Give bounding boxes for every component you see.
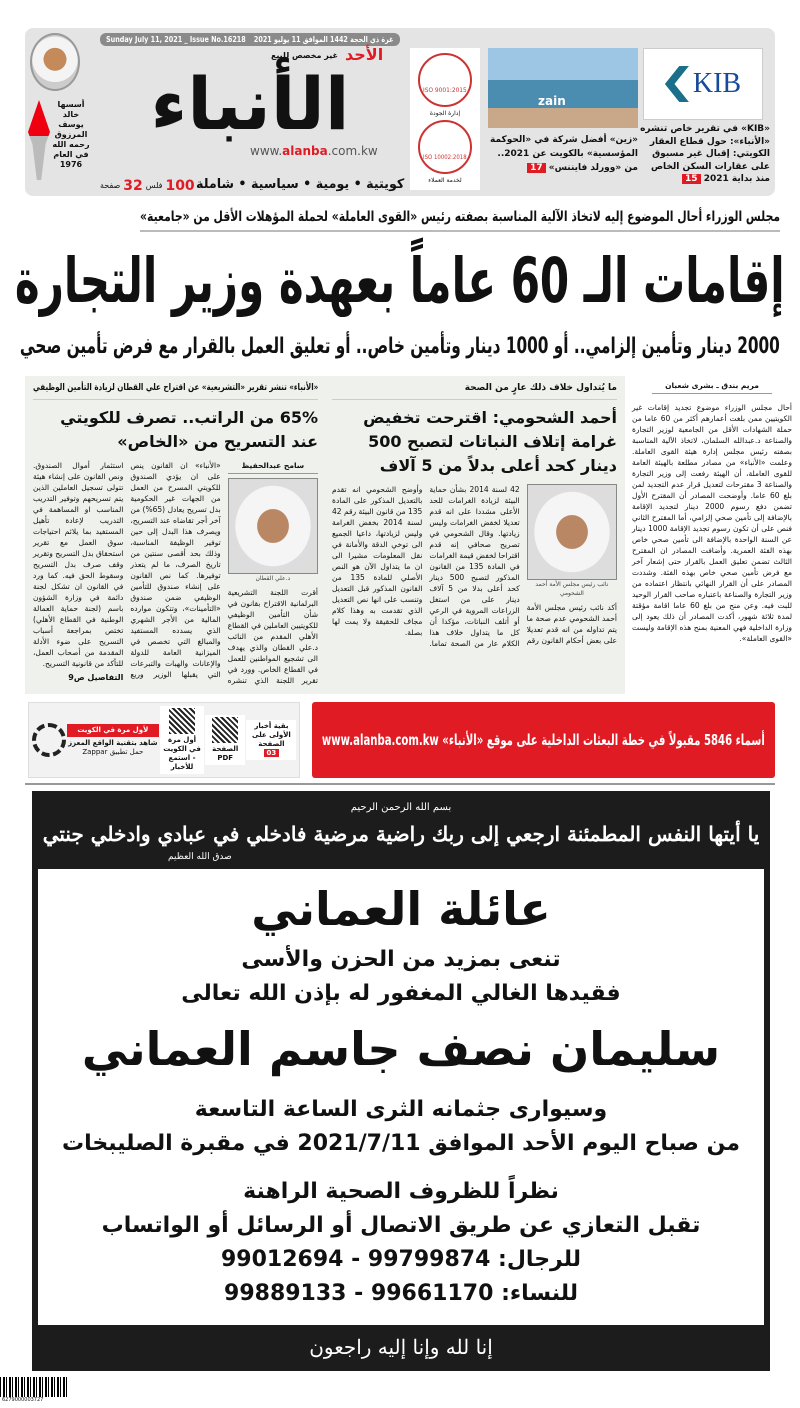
- site-url[interactable]: [250, 144, 378, 158]
- dateline-english: Sunday July 11, 2021 _ Issue No.16218: [106, 35, 246, 44]
- barcode: [0, 1377, 68, 1397]
- basmala: بسم الله الرحمن الرحيم: [350, 802, 452, 813]
- basmala-box: [38, 801, 764, 815]
- byline: مريم بندق ـ بشرى شعبان: [652, 380, 772, 394]
- iso-9001-caption: إدارة الجودة: [429, 109, 461, 117]
- not-for-sale: غير مخصص للبيع: [270, 51, 338, 60]
- zappar-logo-icon: [32, 723, 66, 757]
- teaser-page: 17: [527, 163, 546, 173]
- story-kicker-box: [332, 382, 617, 400]
- story-columns: [332, 484, 617, 649]
- page-unit: صفحة: [100, 181, 121, 190]
- story-qattan: [33, 382, 318, 686]
- continued-page: 03: [264, 749, 280, 757]
- quran-verse: يا أيتها النفس المطمئنة ارجعي إلى ربك راضية مرضية فادخلي في عبادي وادخلي جنتي: [42, 822, 760, 846]
- divider: [25, 783, 775, 785]
- price: 100: [165, 178, 195, 194]
- zain-logo: zain: [538, 94, 566, 109]
- page-count: 32: [123, 178, 143, 194]
- photo-caption: نائب رئيس مجلس الأمة أحمد الشحومي: [535, 581, 609, 597]
- lead-kicker-box: [140, 208, 780, 232]
- ar-label: شاهد بتقنية الواقع المعزز: [68, 738, 158, 747]
- burial-time-box: [46, 1093, 756, 1127]
- dateline-arabic: غرة ذي الحجة 1442 الموافق 11 يوليو 2021: [254, 35, 394, 44]
- mourns-line: تنعى بمزيد من الحزن والأسى: [241, 947, 561, 972]
- story-kicker: «الأنباء» تنشر تقرير «التشريعية» عن اقتراح علي القطان لزيادة التأمين الوظيفي: [32, 383, 318, 393]
- story-body: أكد نائب رئيس مجلس الأمة أحمد الشحومي عدم صحة ما يتم تداوله من انه قدم تعديلا على بعض أحكام القانون رقم 42 لسنة 2014 بشأن حماية البيئة لزيادة الغرامات للحد الأعلى مشددا على انه قدم تعديلا لخفض الغرامات وليس زيادتها. وقال الشحومي في تصريح صحافي إنه قدم اقتراحا لخفض قيمة الغرامات في المادة 135 من القانون المذكور لتصبح 500 دينار كحد أعلى بدلا من 5 آلاف دينار على من استغل الزراعات المروية في الرعي أو أتلف النباتات، مؤكدا أن كل ما يتداول خلاف هذا الكلام عار من الصحة تماما. وأوضح الشحومي انه تقدم بالتعديل المذكور على المادة 135 من قانون البيئة رقم 42 لسنة 2014 بخفض الغرامة وليس لزيادتها، داعيا الجميع الى توخي الدقة والأمانة في نقل المعلومات مشيرا الى ان ما يتداول الآن هو النص الأصلي للمادة 135 من القانون المذكور قبل التعديل وتنسب على انها نص التعديل الذي تقدمت به وهذا كلام مجاف للحقيقة ولا يمت لها بصلة.: [332, 485, 617, 648]
- story-body: أقرت اللجنة التشريعية البرلمانية الاقتراح بقانون في شأن التأمين الوظيفي للكويتيين العاملين في القطاع الأهلي المقدم من النائب د.علي القطان والذي يهدف الى تشجيع المواطنين للعمل في القطاع الخاص. وورد في تقرير اللجنة الذي تنشره «الأنباء» ان القانون ينص على ان يؤدي الصندوق للكويتي المسرح من العمل من الجهات غير الحكومية بدل تسريح يعادل (65%) من آخر أجر تقاضاه عند التسريح، ويصرف هذا البدل إلى حين توفير الوظيفة المناسبة، وذلك بحد أقصى سنتين من تاريخ الصرف، ما لم يتعذر توفيرها. كما نص القانون على إنشاء صندوق للتأمين الوظيفي ضمن صندوق «التأمينات»، وتتكون موارده المالية من الأجر الشهري الذي يسدده المستفيد والمبالغ التي تخصص في الميزانية العامة للدولة والإعانات والهبات والتبرعات التي يقبلها الوزير وريع استثمار أموال الصندوق. ونص القانون على إنشاء هيئة تتولى تسجيل العاملين الذين يتم تسريحهم وتوفير التدريب المناسب او المساهمة في التدريب لإعادة تأهيل المستفيد بما يلائم احتياجات سوق العمل مع تقرير استحقاق بدل التسريح وتقرير وقف صرف بدل التسريح وسقوط الحق فيه. كما ورد في القانون ان تشكل لجنة دائمة في وزارة الشؤون باسم (لجنة حماية العمالة الوطنية في القطاع الأهلي) تختص بمراجعة أسباب التسريح على ضوء الأدلة المقدمة من أصحاب العمل، للتأكد من قانونية التسريح.: [33, 461, 318, 685]
- sadaq-allah: صدق الله العظيم: [168, 852, 232, 862]
- condolence-method: تقبل التعازي عن طريق الاتصال أو الرسائل أو الواتساب: [101, 1213, 701, 1238]
- tagline: كويتية • يومية • سياسية • شاملة: [195, 177, 404, 192]
- listen-label: أول مرة في الكويت - استمع للأخبار: [163, 736, 201, 771]
- flame-pen-icon: [28, 100, 50, 180]
- loss-line: فقيدها الغالي المغفور له بإذن الله تعالى: [181, 981, 621, 1006]
- teaser-caption: «KIB» في تقرير خاص تنشره «الأنباء»: حول قطاع العقار الكويتي: إقبال غير مسبوق على عقارات السكن الخاص منذ بداية 2021: [640, 124, 770, 184]
- kib-chevron-icon: [665, 66, 689, 102]
- banner-row: [28, 702, 800, 778]
- lead-headline-box: [15, 240, 785, 322]
- lead-subhead: 2000 دينار وتأمين إلزامي.. أو 1000 دينار وتأمين خاص.. أو تعليق العمل بالقرار مع فرض تأمين صحي: [20, 334, 780, 359]
- burial-place-box: [46, 1127, 756, 1161]
- not-for-sale-box: [240, 51, 338, 61]
- deceased-box: [46, 1019, 756, 1079]
- lower-section: [0, 376, 800, 1408]
- condolence-box: [46, 1209, 756, 1243]
- barcode-number: 6279000003727: [2, 1397, 44, 1403]
- newspaper-logo: الأنباء: [150, 62, 350, 146]
- zappar-label[interactable]: حمل تطبيق Zappar: [82, 747, 144, 756]
- iso-10002-seal: [418, 120, 472, 174]
- women-phones: للنساء: 99661170 - 99889133: [224, 1281, 578, 1306]
- story-kicker-box: [33, 382, 318, 400]
- story-kicker: ما يُتداول خلاف ذلك عارٍ من الصحة: [464, 383, 617, 393]
- sadaq-box: [38, 851, 764, 863]
- founder-portrait: [30, 33, 80, 91]
- lead-subhead-box: [20, 333, 780, 361]
- tagline-box: [196, 177, 404, 193]
- closing-verse-box: [38, 1333, 764, 1361]
- iso-10002-label: ISO 10002:2018: [423, 154, 467, 162]
- story-headline[interactable]: 65% من الراتب.. تصرف للكويتي عند التسريح من «الخاص»: [60, 408, 318, 451]
- url-prefix: www.: [250, 144, 283, 158]
- zain-teaser-image[interactable]: [488, 48, 638, 128]
- family-name-box: [46, 879, 756, 939]
- story-shahoumi: [332, 382, 617, 686]
- price-unit: فلس: [145, 181, 163, 190]
- quran-verse-box: [38, 819, 764, 849]
- iso-10002-caption: لخدمة العملاء: [428, 176, 462, 184]
- teaser-caption: «زين» أفضل شركة في «الحوكمة المؤسسية» بالكويت عن 2021.. من «وورلد فايننس»: [490, 135, 638, 173]
- men-phones-box: [46, 1243, 756, 1277]
- family-name: عائلة العماني: [251, 882, 551, 936]
- founder-memorial: [28, 100, 90, 180]
- health-notice: نظراً للظروف الصحية الراهنة: [243, 1179, 559, 1204]
- mourns-box: [46, 943, 756, 977]
- deceased-name: سليمان نصف جاسم العماني: [81, 1022, 721, 1076]
- kib-wordmark: KIB: [692, 68, 742, 99]
- url-brand: alanba: [282, 144, 328, 158]
- story-columns: [33, 460, 318, 686]
- scholarship-banner[interactable]: أسماء 5846 مقبولاً في خطة البعثات الداخلية على موقع «الأنباء» www.alanba.com.kw: [322, 731, 765, 749]
- iso-9001-label: ISO 9001:2015: [423, 87, 467, 95]
- zain-teaser[interactable]: [488, 133, 638, 175]
- photo-block: [228, 478, 318, 583]
- iso-badges: [410, 48, 480, 190]
- qattan-photo: [228, 478, 318, 574]
- obituary-panel: [38, 869, 764, 1325]
- banner-inner: [322, 730, 765, 750]
- teaser-page: 15: [682, 174, 701, 184]
- scholarship-banner-box[interactable]: [312, 702, 775, 778]
- burial-time: وسيوارى جثمانه الثرى الساعة التاسعة: [194, 1097, 608, 1122]
- news-row: [0, 376, 800, 694]
- pdf-label: الصفحة PDF: [212, 745, 239, 762]
- news-section: [25, 376, 625, 694]
- byline: سامح عبدالحفيظ: [228, 460, 318, 474]
- details-link[interactable]: التفاصيل ص9: [68, 673, 124, 682]
- kib-teaser[interactable]: [640, 123, 770, 186]
- burial-place: من صباح اليوم الأحد الموافق 2021/7/11 في مقبرة الصليبخات: [61, 1131, 741, 1156]
- lead-story-column: [632, 376, 792, 644]
- kib-logo[interactable]: [643, 48, 763, 120]
- shahoumi-photo: [527, 484, 617, 580]
- url-suffix: .com.kw: [327, 144, 378, 158]
- men-phones: للرجال: 99799874 - 99012694: [221, 1247, 581, 1272]
- lead-headline[interactable]: إقامات الـ 60 عاماً بعهدة وزير التجارة: [15, 244, 785, 317]
- photo-caption: د.علي القطان: [255, 575, 291, 582]
- story-headline[interactable]: أحمد الشحومي: اقترحت تخفيض غرامة إتلاف النباتات لتصبح 500 دينار كحد أعلى بدلاً من 5 آلاف: [363, 408, 617, 475]
- first-in-kuwait: لأول مرة في الكويت: [67, 724, 159, 737]
- memorial-text: أسسها خالد يوسف المرزوق رحمه الله في العام 1976: [52, 100, 90, 169]
- barcode-block: [0, 1377, 800, 1404]
- loss-box: [46, 977, 756, 1011]
- price-pages: [100, 178, 195, 194]
- photo-block: [527, 484, 617, 598]
- closing-verse: إنا لله وإنا إليه راجعون: [309, 1335, 493, 1359]
- iso-9001-seal: [418, 53, 472, 107]
- newspaper-logo-box: [100, 62, 400, 146]
- lead-body: أحال مجلس الوزراء موضوع تجديد إقامات غير الكويتيين ممن بلغت أعمارهم أكثر من 60 عاما من حملة الشهادات الأقل من الجامعية لوزير التجارة والصناعة د.عبدالله السلمان، لاتخاذ الآلية المناسبة بصفته رئيس مجلس إدارة هيئة القوى العاملة. وعلمت «الأنباء» من مصادر مطلعة بالهيئة العامة للقوى العاملة، أن الهيئة رفعت إلى وزير التجارة والصناعة 3 مقترحات لتعديل قرار عدم التجديد لمن بلغ 60 عاما. وأوضحت المصادر أن المقترح الأول تضمن دفع رسوم 2000 دينار لتجديد الإقامة بالإضافة إلى تأمين صحي إلزامي، أما المقترح الثاني فنص على أن تكون رسوم تجديد الإقامة 1000 دينار عن السنة الواحدة بالإضافة الى تأمين صحي خاص بهذه الفئة العمرية. وأضافت المصادر ان المقترح الثالث تضمن تعليق العمل بالقرار حتى إشعار آخر مع فرض تأمين صحي خاص بهذه الفئة. وشددت المصادر على أن القرار النهائي بانتظار اعتماده من وزير التجارة والصناعة باعتباره صاحب القرار الوحيد للبت فيه. وعن منح من بلغ 60 عاما اقامة مؤقتة لمدة ثلاثة شهور، أكدت المصادر أن ذلك يعود إلى وزارة الداخلية فهي المعنية بمنح هذه الإقامة وليست «القوى العاملة».: [632, 403, 793, 643]
- weekday: الأحد: [345, 45, 384, 64]
- health-notice-box: [46, 1175, 756, 1209]
- lead-kicker: مجلس الوزراء أحال الموضوع إليه لاتخاذ الآلية المناسبة بصفته رئيس «القوى العاملة» لحملة المؤهلات الأقل من «جامعية»: [139, 209, 780, 225]
- women-phones-box: [46, 1277, 756, 1311]
- rest-of-news: بقية أخبار الأولى على الصفحة: [251, 722, 291, 748]
- obituary-ad: [32, 791, 770, 1371]
